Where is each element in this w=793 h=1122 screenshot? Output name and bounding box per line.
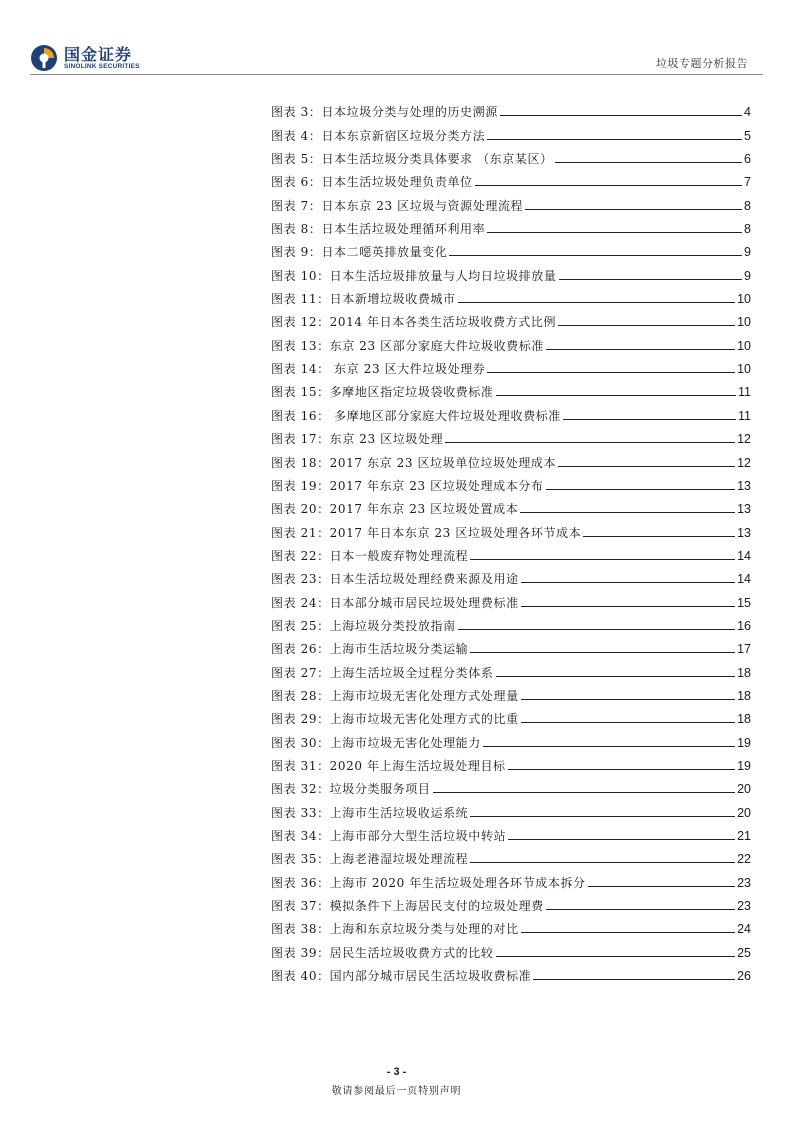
- toc-leader-line: [470, 861, 735, 863]
- toc-leader-line: [559, 278, 743, 280]
- toc-entry-label: 图表 26：上海市生活垃圾分类运输: [271, 642, 469, 657]
- toc-entry-label: 图表 40：国内部分城市居民生活垃圾收费标准: [271, 969, 532, 984]
- toc-entry-page: 25: [737, 945, 751, 960]
- toc-entry[interactable]: [271, 843, 751, 866]
- toc-entry-page: 13: [737, 478, 751, 493]
- toc-leader-line: [470, 815, 735, 817]
- toc-entry-label: 图表 34：上海市部分大型生活垃圾中转站: [271, 829, 507, 843]
- toc-entry[interactable]: [271, 143, 751, 166]
- toc-entry-label: 图表 20：2017 年东京 23 区垃圾处置成本: [271, 502, 519, 517]
- toc-leader-line: [449, 254, 742, 256]
- toc-entry[interactable]: [271, 236, 751, 259]
- toc-entry-page: 18: [737, 665, 751, 680]
- toc-entry[interactable]: [271, 750, 751, 773]
- toc-entry[interactable]: [271, 423, 751, 446]
- toc-entry-label: 图表 6：日本生活垃圾处理负责单位: [271, 175, 473, 190]
- toc-entry-page: 19: [737, 758, 751, 773]
- toc-leader-line: [500, 114, 742, 116]
- toc-leader-line: [546, 348, 735, 350]
- page-header: [0, 0, 793, 80]
- toc-entry[interactable]: [271, 96, 751, 119]
- toc-entry-label: 图表 3：日本垃圾分类与处理的历史溯源: [271, 105, 498, 120]
- toc-entry-label: 图表 38：上海和东京垃圾分类与处理的对比: [271, 922, 519, 937]
- toc-entry-label: 图表 9：日本二噁英排放量变化: [271, 245, 448, 260]
- toc-leader-line: [521, 721, 735, 723]
- toc-entry-page: 13: [737, 502, 751, 517]
- toc-entry-page: 13: [737, 525, 751, 540]
- toc-leader-line: [520, 511, 735, 513]
- toc-entry-label: 图表 39：居民生活垃圾收费方式的比较: [271, 945, 494, 960]
- toc-entry-label: 图表 23：日本生活垃圾处理经费来源及用途: [271, 572, 519, 587]
- toc-entry-label: 图表 25：上海垃圾分类投放指南: [271, 618, 456, 633]
- toc-entry-label: 图表 28：上海市垃圾无害化处理方式处理量: [271, 688, 519, 703]
- toc-leader-line: [533, 978, 735, 980]
- toc-entry-page: 8: [744, 198, 751, 213]
- disclaimer-note: 敬请参阅最后一页特别声明: [331, 1086, 462, 1097]
- toc-entry-label: 图表 36：上海市 2020 年生活垃圾处理各环节成本拆分: [271, 875, 586, 890]
- toc-entry[interactable]: [271, 446, 751, 469]
- toc-leader-line: [475, 184, 742, 186]
- toc-entry[interactable]: [271, 563, 751, 586]
- toc-leader-line: [583, 535, 735, 537]
- toc-entry-label: 图表 12：2014 年日本各类生活垃圾收费方式比例: [271, 315, 557, 330]
- toc-entry[interactable]: [271, 610, 751, 633]
- toc-entry[interactable]: [271, 399, 751, 422]
- toc-leader-line: [445, 441, 735, 443]
- toc-entry[interactable]: [271, 166, 751, 189]
- toc-entry-page: 20: [737, 782, 751, 797]
- toc-entry-page: 9: [744, 245, 751, 260]
- toc-entry-page: 11: [738, 385, 751, 400]
- toc-entry-page: 14: [737, 572, 751, 587]
- toc-entry-label: 图表 33：上海市生活垃圾收运系统: [271, 805, 469, 820]
- logo-english-name: SINOLINK SECURITIES: [64, 62, 140, 70]
- toc-entry-page: 22: [737, 852, 751, 867]
- toc-leader-line: [563, 418, 736, 420]
- toc-entry-page: 8: [744, 222, 751, 237]
- toc-leader-line: [521, 931, 735, 933]
- toc-entry[interactable]: [271, 773, 751, 796]
- toc-entry-label: 图表 32：垃圾分类服务项目: [271, 782, 431, 797]
- toc-entry[interactable]: [271, 680, 751, 703]
- toc-entry-label: 图表 30：上海市垃圾无害化处理能力: [271, 735, 481, 750]
- toc-leader-line: [521, 698, 735, 700]
- sinolink-logo-icon: [30, 44, 58, 72]
- toc-entry[interactable]: [271, 913, 751, 936]
- toc-entry[interactable]: [271, 820, 751, 843]
- toc-entry[interactable]: [271, 119, 751, 142]
- toc-leader-line: [546, 908, 735, 910]
- toc-entry-page: 10: [737, 338, 751, 353]
- toc-entry-label: 图表 37：模拟条件下上海居民支付的垃圾处理费: [271, 899, 544, 914]
- toc-entry-label: 图表 18：2017 东京 23 区垃圾单位垃圾处理成本: [271, 455, 557, 470]
- toc-entry-page: 20: [737, 805, 751, 820]
- toc-entry-page: 12: [737, 455, 751, 470]
- toc-entry-page: 10: [737, 362, 751, 377]
- toc-entry[interactable]: [271, 470, 751, 493]
- toc-entry-page: 15: [737, 595, 751, 610]
- toc-entry[interactable]: [271, 306, 751, 329]
- toc-leader-line: [470, 651, 735, 653]
- toc-entry-label: 图表 4：日本东京新宿区垃圾分类方法: [271, 128, 486, 143]
- toc-entry[interactable]: [271, 540, 751, 563]
- toc-entry-page: 18: [737, 712, 751, 727]
- toc-entry-page: 4: [744, 105, 751, 120]
- toc-entry-page: 7: [744, 175, 751, 190]
- toc-entry[interactable]: [271, 516, 751, 539]
- toc-entry-label: 图表 14： 东京 23 区大件垃圾处理券: [271, 362, 486, 377]
- toc-entry-label: 图表 29：上海市垃圾无害化处理方式的比重: [271, 712, 519, 727]
- toc-leader-line: [588, 885, 735, 887]
- toc-leader-line: [508, 768, 735, 770]
- toc-entry-label: 图表 5：日本生活垃圾分类具体要求 （东京某区）: [271, 152, 553, 167]
- toc-entry-label: 图表 22：日本一般废弃物处理流程: [271, 548, 469, 563]
- toc-leader-line: [487, 138, 742, 140]
- toc-entry[interactable]: [271, 493, 751, 516]
- toc-entry-page: 10: [737, 292, 751, 307]
- toc-entry-page: 6: [744, 152, 751, 167]
- toc-entry-page: 18: [737, 688, 751, 703]
- toc-leader-line: [496, 394, 737, 396]
- toc-entry[interactable]: [271, 259, 751, 282]
- toc-entry-page: 16: [737, 618, 751, 633]
- toc-leader-line: [525, 208, 742, 210]
- toc-entry-label: 图表 16： 多摩地区部分家庭大件垃圾处理收费标准: [271, 408, 561, 423]
- toc-leader-line: [487, 371, 735, 373]
- toc-entry-label: 图表 35：上海老港湿垃圾处理流程: [271, 852, 469, 867]
- header-divider: [30, 74, 763, 75]
- toc-leader-line: [458, 628, 735, 630]
- toc-entry-page: 9: [744, 268, 751, 283]
- toc-entry-label: 图表 31：2020 年上海生活垃圾处理目标: [271, 758, 506, 773]
- toc-entry-page: 5: [744, 128, 751, 143]
- toc-leader-line: [496, 675, 736, 677]
- toc-leader-line: [558, 324, 735, 326]
- toc-leader-line: [487, 231, 742, 233]
- toc-entry-page: 19: [737, 735, 751, 750]
- toc-entry[interactable]: [271, 283, 751, 306]
- toc-entry[interactable]: [271, 656, 751, 679]
- logo-chinese-name: 国金证券: [64, 44, 133, 64]
- report-type-label: 垃圾专题分析报告: [656, 57, 748, 70]
- toc-entry[interactable]: [271, 353, 751, 376]
- toc-entry[interactable]: [271, 960, 751, 983]
- toc-entry-page: 21: [737, 829, 751, 843]
- toc-entry-label: 图表 10：日本生活垃圾排放量与人均日垃圾排放量: [271, 268, 557, 283]
- toc-entry[interactable]: [271, 376, 751, 399]
- toc-entry[interactable]: [271, 796, 751, 819]
- toc-entry-label: 图表 24：日本部分城市居民垃圾处理费标准: [271, 595, 519, 610]
- toc-entry[interactable]: [271, 890, 751, 913]
- toc-leader-line: [458, 301, 735, 303]
- toc-entry-label: 图表 21：2017 年日本东京 23 区垃圾处理各环节成本: [271, 525, 582, 540]
- toc-entry-page: 14: [737, 548, 751, 563]
- toc-leader-line: [555, 161, 742, 163]
- toc-entry-page: 11: [738, 408, 751, 423]
- toc-entry-label: 图表 13：东京 23 区部分家庭大件垃圾收费标准: [271, 338, 544, 353]
- toc-leader-line: [470, 558, 735, 560]
- toc-entry-page: 23: [737, 875, 751, 890]
- toc-entry[interactable]: [271, 213, 751, 236]
- toc-leader-line: [521, 605, 735, 607]
- toc-entry-page: 10: [737, 315, 751, 330]
- toc-entry[interactable]: [271, 586, 751, 609]
- toc-entry[interactable]: [271, 703, 751, 726]
- toc-entry-label: 图表 7：日本东京 23 区垃圾与资源处理流程: [271, 198, 524, 213]
- toc-leader-line: [521, 581, 735, 583]
- company-logo: [30, 44, 140, 72]
- toc-leader-line: [483, 745, 735, 747]
- toc-entry[interactable]: [271, 936, 751, 959]
- toc-entry[interactable]: [271, 633, 751, 656]
- toc-entry-label: 图表 27：上海生活垃圾全过程分类体系: [271, 665, 494, 680]
- toc-entry-label: 图表 19：2017 年东京 23 区垃圾处理成本分布: [271, 478, 544, 493]
- toc-entry-label: 图表 15：多摩地区指定垃圾袋收费标准: [271, 385, 494, 400]
- toc-entry-label: 图表 11：日本新增垃圾收费城市: [271, 292, 456, 307]
- toc-leader-line: [546, 488, 736, 490]
- toc-entry[interactable]: [271, 189, 751, 212]
- toc-leader-line: [508, 838, 735, 840]
- toc-leader-line: [433, 791, 736, 793]
- toc-entry-page: 17: [737, 642, 751, 657]
- toc-entry[interactable]: [271, 866, 751, 889]
- figure-list: [271, 96, 751, 983]
- toc-entry-label: 图表 8：日本生活垃圾处理循环利用率: [271, 222, 486, 237]
- toc-leader-line: [496, 955, 736, 957]
- toc-entry-label: 图表 17：东京 23 区垃圾处理: [271, 432, 444, 447]
- toc-entry-page: 24: [737, 922, 751, 937]
- toc-leader-line: [558, 465, 735, 467]
- toc-entry[interactable]: [271, 329, 751, 352]
- toc-entry[interactable]: [271, 726, 751, 749]
- page-number: - 3 -: [386, 1066, 407, 1078]
- toc-entry-page: 23: [737, 899, 751, 914]
- toc-entry-page: 12: [737, 432, 751, 447]
- toc-entry-page: 26: [737, 969, 751, 984]
